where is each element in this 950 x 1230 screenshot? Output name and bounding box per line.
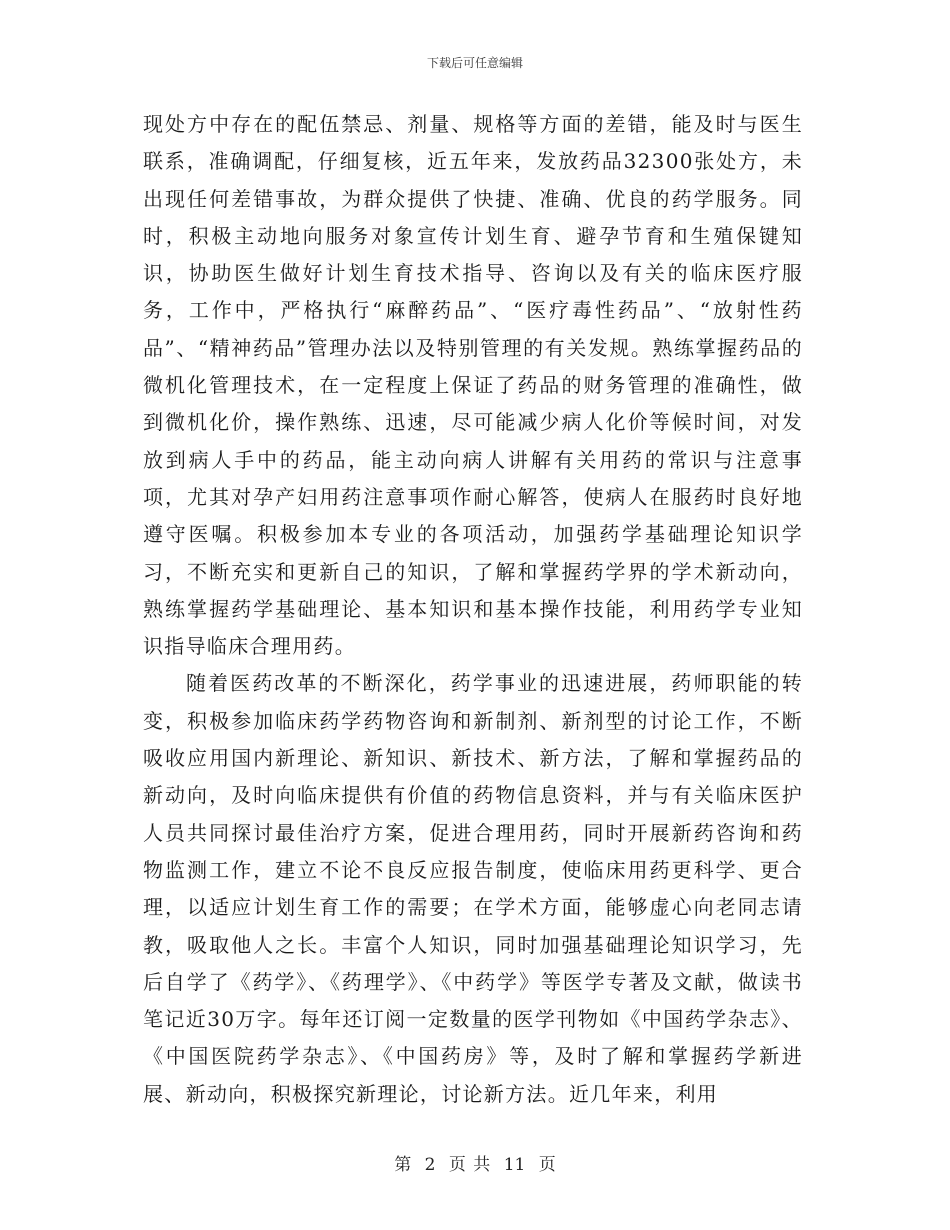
footer-suffix: 页 — [538, 1155, 556, 1175]
page-header: 下载后可任意编辑 — [426, 56, 523, 70]
document-body — [143, 106, 803, 1113]
paragraph-1: 现处方中存在的配伍禁忌、剂量、规格等方面的差错，能及时与医生联系，准确调配，仔细复核，近五年来，发放药品32300张处方，未出现任何差错事故，为群众提供了快捷、准确、优良的药学服务。同时，积极主动地向服务对象宣传计划生育、避孕节育和生殖保键知识，协助医生做好计划生育技术指导、咨询以及有关的临床医疗服务，工作中，严格执行“麻醉药品”、“医疗毒性药品”、“放射性药品”、“精神药品”管理办法以及特别管理的有关发规。熟练掌握药品的微机化管理技术，在一定程度上保证了药品的财务管理的准确性，做到微机化价，操作熟练、迅速，尽可能减少病人化价等候时间，对发放到病人手中的药品，能主动向病人讲解有关用药的常识与注意事项，尤其对孕产妇用药注意事项作耐心解答，使病人在服药时良好地遵守医嘱。积极参加本专业的各项活动，加强药学基础理论知识学习，不断充实和更新自己的知识，了解和掌握药学界的学术新动向，熟练掌握药学基础理论、基本知识和基本操作技能，利用药学专业知识指导临床合理用药。 — [143, 112, 803, 659]
paragraph-2: 随着医药改革的不断深化，药学事业的迅速进展，药师职能的转变，积极参加临床药学药物咨询和新制剂、新剂型的讨论工作，不断吸收应用国内新理论、新知识、新技术、新方法，了解和掌握药品的新动向，及时向临床提供有价值的药物信息资料，并与有关临床医护人员共同探讨最佳治疗方案，促进合理用药，同时开展新药咨询和药物监测工作，建立不论不良反应报告制度，使临床用药更科学、更合理，以适应计划生育工作的需要；在学术方面，能够虚心向老同志请教，吸取他人之长。丰富个人知识，同时加强基础理论知识学习，先后自学了《药学》、《药理学》、《中药学》等医学专著及文献，做读书笔记近30万字。每年还订阅一定数量的医学刊物如《中国药学杂志》、《中国医院药学杂志》、《中国药房》等，及时了解和掌握药学新进展、新动向，积极探究新理论，讨论新方法。近几年来，利用 — [143, 671, 803, 1106]
footer-prefix: 第 — [394, 1155, 412, 1175]
page-footer — [0, 1150, 950, 1175]
footer-middle: 页 共 — [448, 1155, 491, 1175]
total-page-count: 11 — [503, 1155, 526, 1175]
current-page-number: 2 — [424, 1155, 436, 1175]
